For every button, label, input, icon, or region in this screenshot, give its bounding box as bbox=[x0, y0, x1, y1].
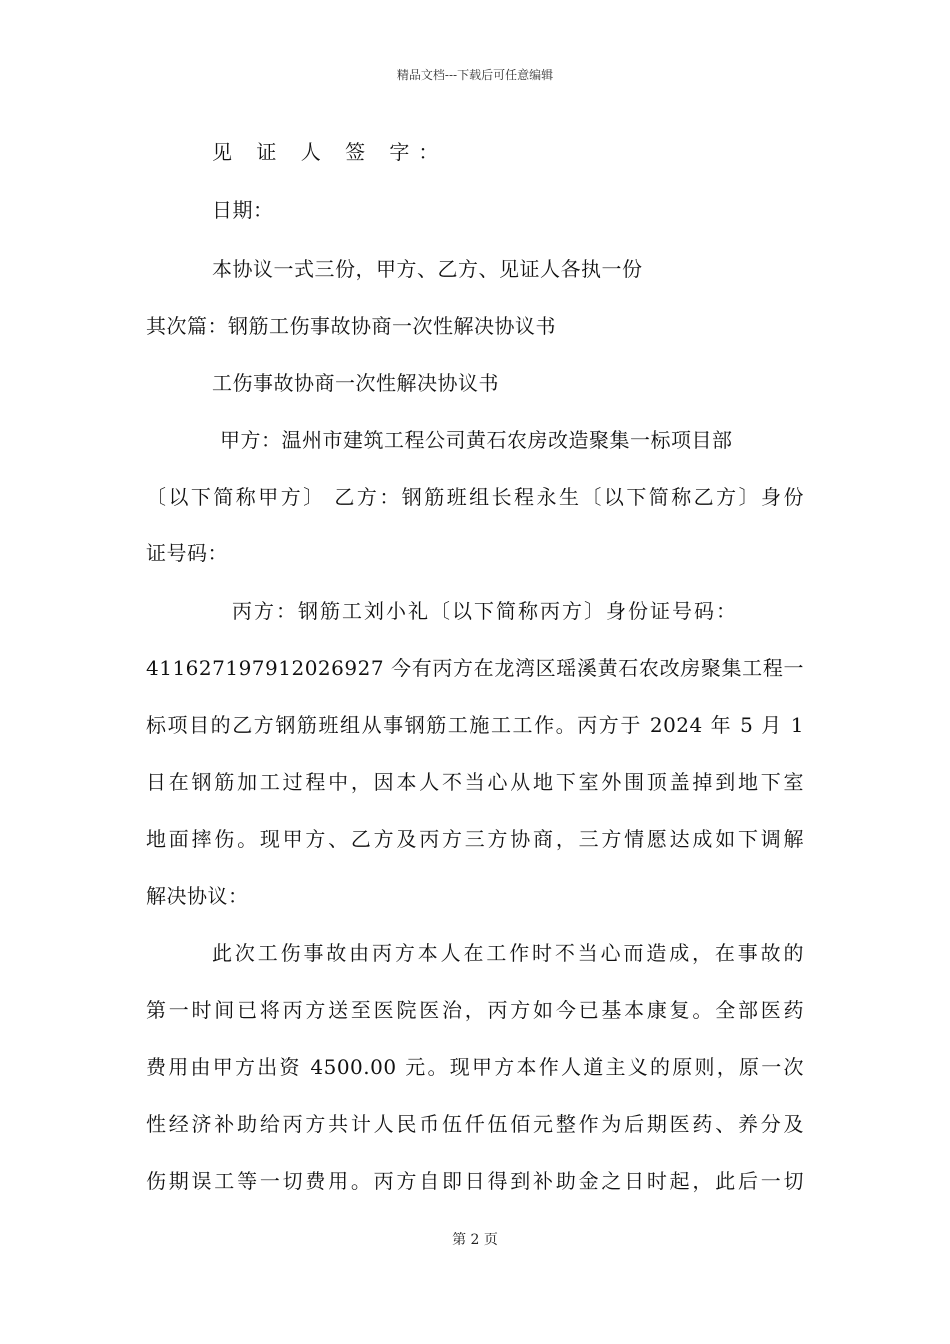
body-line: 性经济补助给丙方共计人民币伍仟伍佰元整作为后期医药、养分及 bbox=[146, 1112, 804, 1136]
body-line: 伤期误工等一切费用。丙方自即日得到补助金之日时起，此后一切 bbox=[146, 1169, 804, 1193]
body-line: 地面摔伤。现甲方、乙方及丙方三方协商，三方情愿达成如下调解 bbox=[146, 827, 804, 851]
body-line: 费用由甲方出资 4500.00 元。现甲方本作人道主义的原则，原一次 bbox=[146, 1055, 804, 1079]
date-line: 日期： bbox=[212, 198, 274, 222]
page-number: 第 2 页 bbox=[452, 1232, 498, 1248]
copies-statement: 本协议一式三份，甲方、乙方、见证人各执一份 bbox=[212, 257, 643, 281]
body-line: 此次工伤事故由丙方本人在工作时不当心而造成，在事故的 bbox=[212, 941, 804, 965]
party-b-id-line: 证号码： bbox=[146, 541, 228, 565]
body-line: 第一时间已将丙方送至医院医治，丙方如今已基本康复。全部医药 bbox=[146, 998, 804, 1022]
body-line: 解决协议： bbox=[146, 884, 249, 908]
page-header: 精品文档---下载后可任意编辑 bbox=[396, 68, 554, 82]
party-c-line: 丙方：钢筋工刘小礼〔以下简称丙方〕身份证号码： bbox=[232, 599, 738, 623]
body-line: 日在钢筋加工过程中，因本人不当心从地下室外围顶盖掉到地下室 bbox=[146, 770, 804, 794]
party-b-line: 〔以下简称甲方〕 乙方：钢筋班组长程永生〔以下简称乙方〕身份 bbox=[146, 485, 804, 509]
agreement-title: 工伤事故协商一次性解决协议书 bbox=[212, 371, 499, 395]
body-line: 411627197912026927 今有丙方在龙湾区瑶溪黄石农改房聚集工程一 bbox=[146, 656, 804, 680]
body-line: 标项目的乙方钢筋班组从事钢筋工施工工作。丙方于 2024 年 5 月 1 bbox=[146, 713, 804, 737]
party-a-line: 甲方：温州市建筑工程公司黄石农房改造聚集一标项目部 bbox=[220, 428, 733, 452]
witness-signature-line: 见 证 人 签 字： bbox=[212, 140, 448, 164]
section-title: 其次篇：钢筋工伤事故协商一次性解决协议书 bbox=[146, 314, 556, 338]
